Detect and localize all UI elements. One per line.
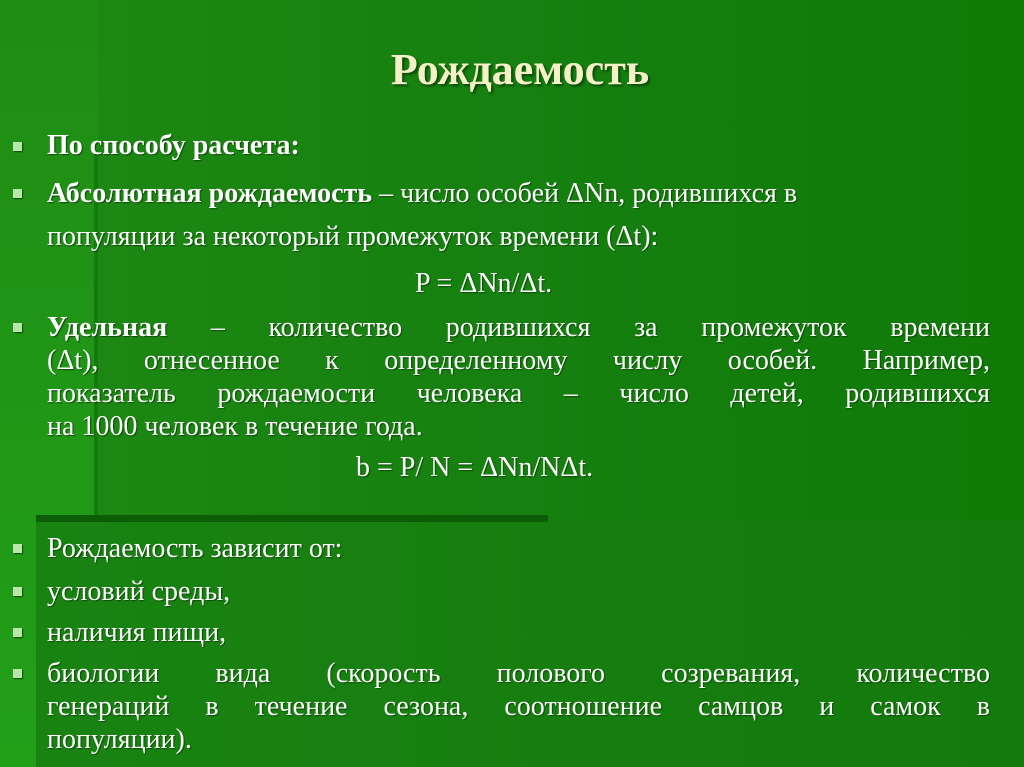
slide-title: Рождаемость (390, 45, 650, 94)
specific-birthrate-line-4: на 1000 человек в течение года. (47, 411, 423, 442)
list-item-biology-line-2: генераций в течение сезона, соотношение самцов и самок в (47, 691, 990, 722)
specific-birthrate-term: Удельная (47, 312, 168, 343)
bullet-icon (13, 544, 22, 553)
list-item-biology-line-1: биологии вида (скорость полового созревания, количество (47, 658, 990, 689)
depends-heading: Рождаемость зависит от: (47, 533, 343, 564)
bullet-icon (13, 323, 22, 332)
absolute-birthrate-line-2: популяции за некоторый промежуток времени (Δt): (47, 221, 659, 252)
bullet-icon (13, 628, 22, 637)
bullet-icon (13, 669, 22, 678)
bullet-icon (13, 587, 22, 596)
decorative-divider-shadow (36, 515, 548, 522)
specific-birthrate-line-3: показатель рождаемости человека – число детей, родившихся (47, 378, 990, 409)
specific-birthrate-line-2: (Δt), отнесенное к определенному числу особей. Например, (47, 345, 990, 376)
bullet-icon (13, 142, 22, 151)
absolute-birthrate-line-1: Абсолютная рождаемость – число особей ΔNn, родившихся в (47, 178, 798, 209)
list-item-biology-line-3: популяции). (47, 724, 192, 755)
bullet-icon (13, 189, 22, 198)
calc-method-heading: По способу расчета: (47, 130, 300, 161)
formula-specific: b = P/ N = ΔNn/NΔt. (356, 452, 594, 483)
absolute-birthrate-term: Абсолютная рождаемость (47, 178, 373, 209)
list-item-food: наличия пищи, (47, 617, 227, 648)
formula-absolute: P = ΔNn/Δt. (415, 268, 553, 299)
list-item-environment: условий среды, (47, 576, 231, 607)
specific-birthrate-line-1: Удельная – количество родившихся за промежуток времени (47, 312, 990, 343)
